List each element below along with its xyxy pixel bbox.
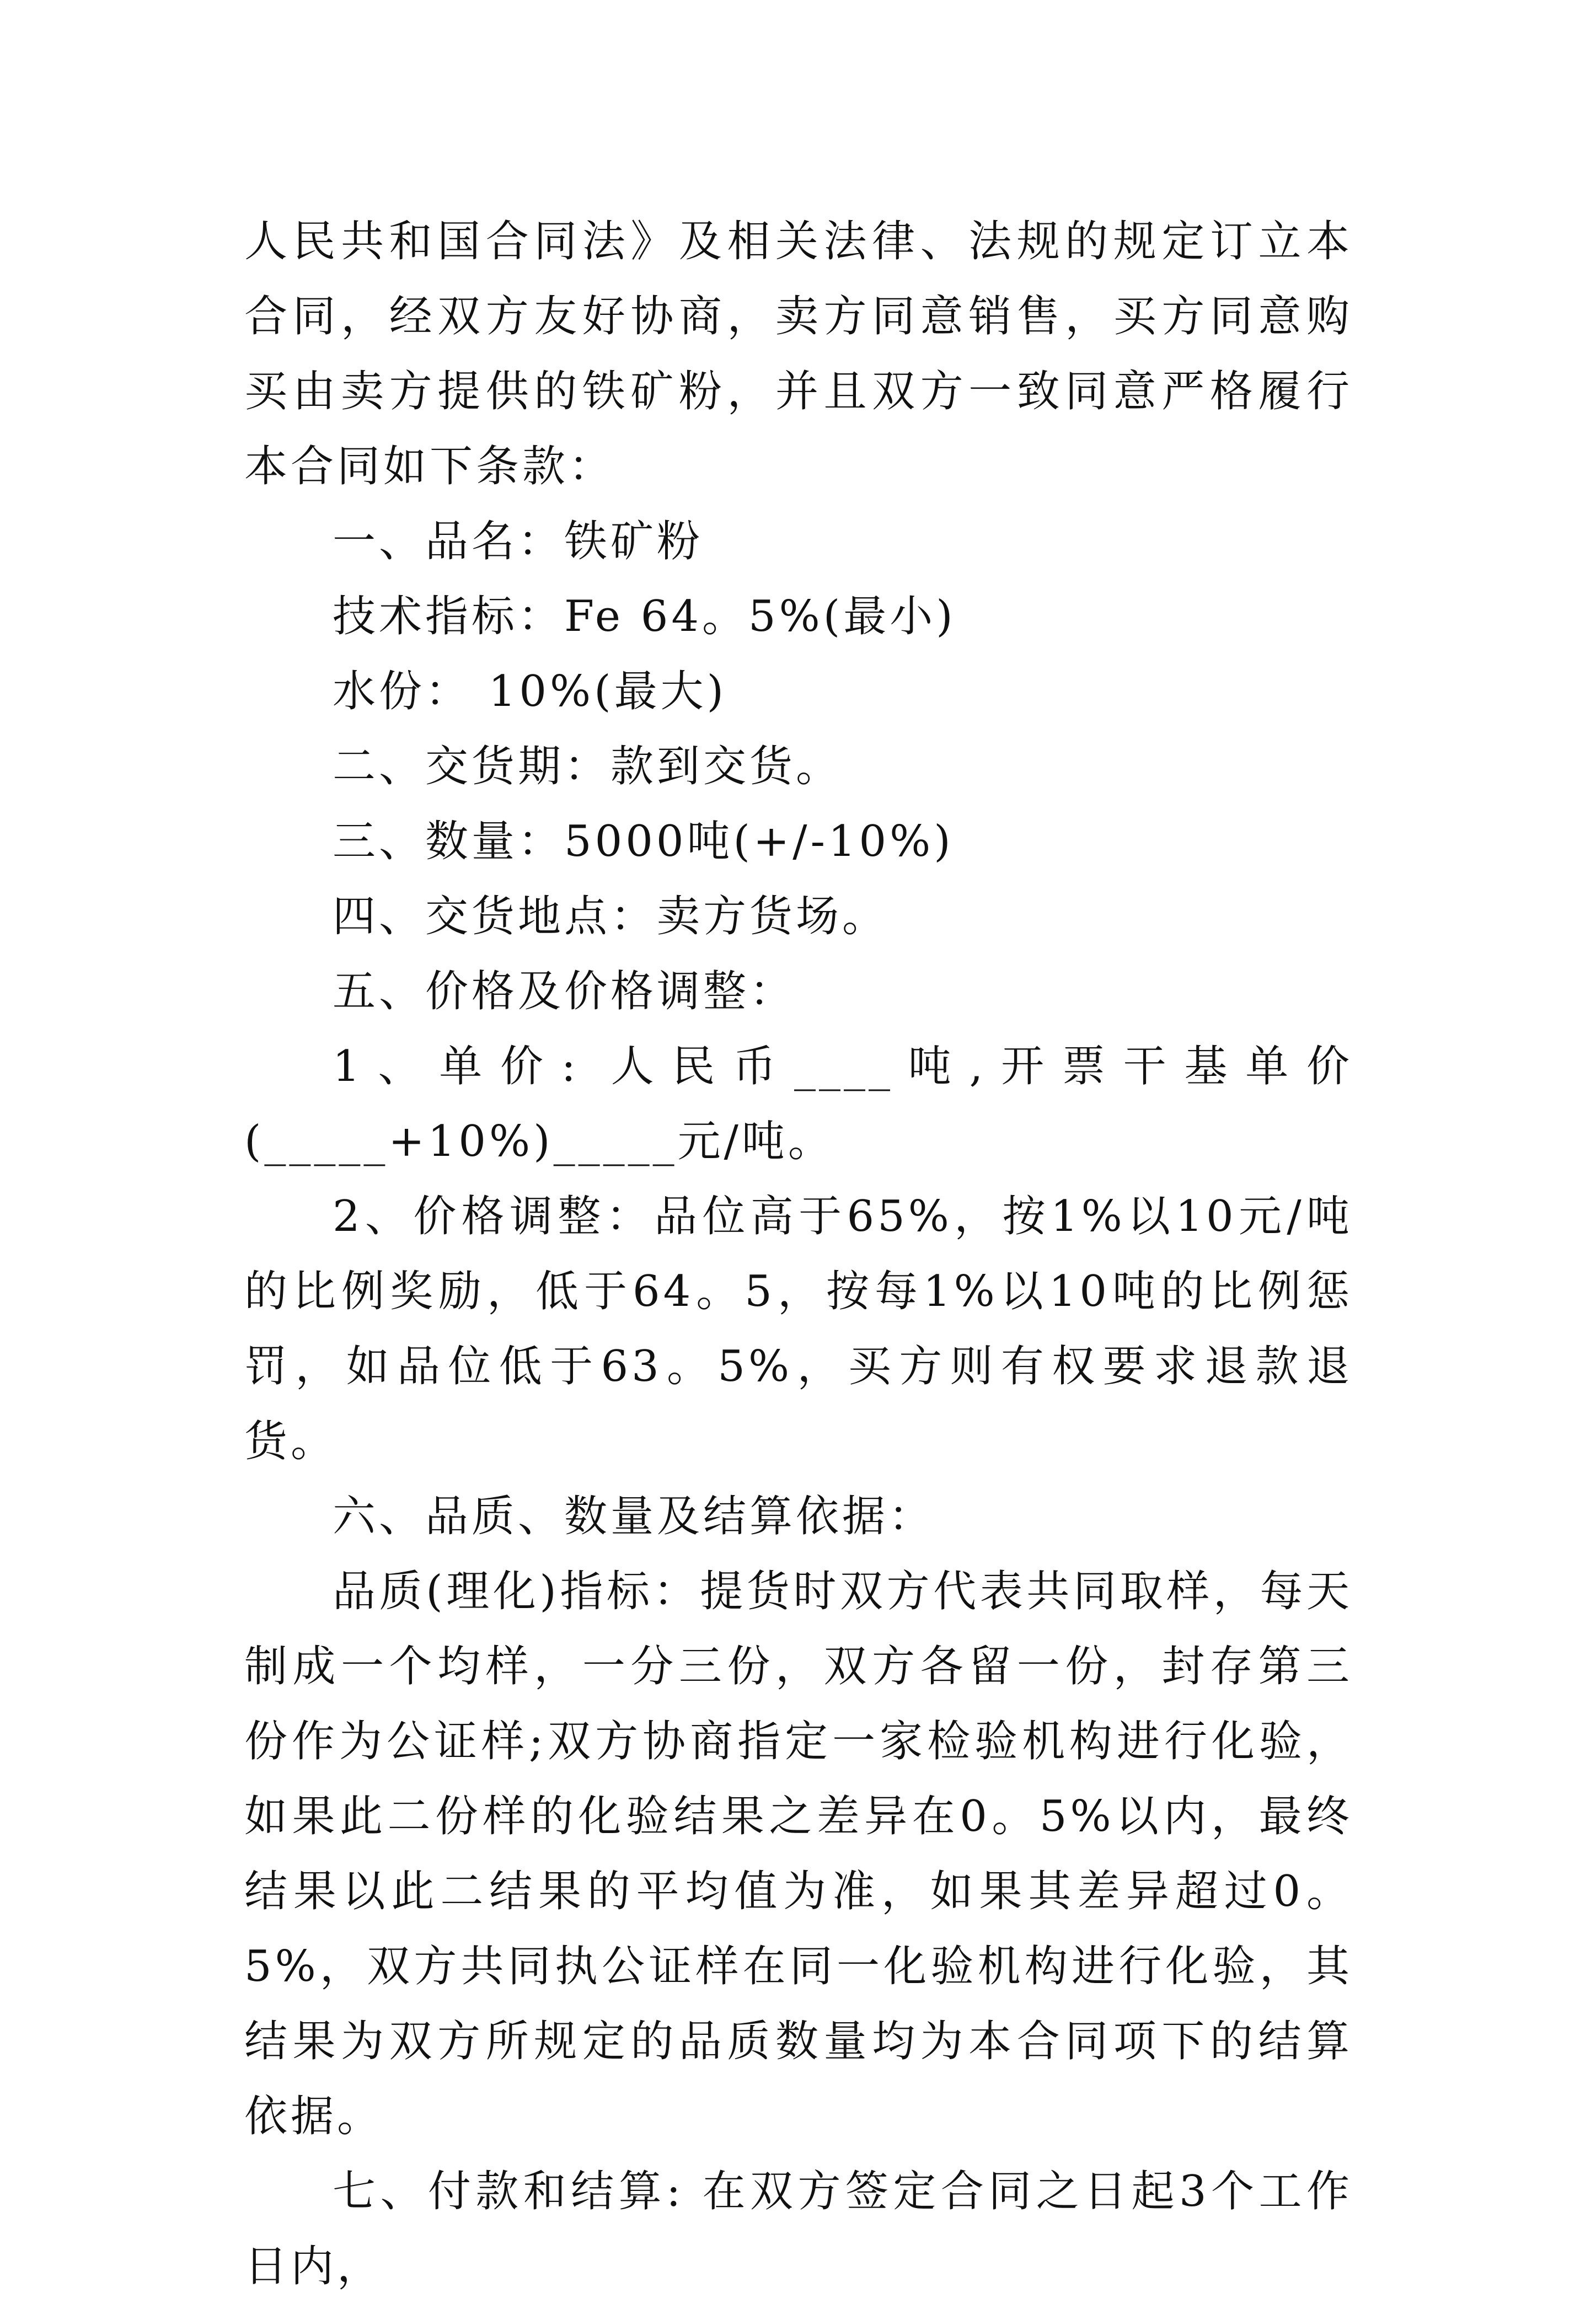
paragraph-price-adjust: 2、价格调整：品位高于65%，按1%以10元/吨的比例奖励，低于64。5，按每1%以10吨的比例惩罚，如品位低于63。5%，买方则有权要求退款退货。 — [244, 1192, 1353, 1466]
paragraph-payment: 七、付款和结算: 在双方签定合同之日起3个工作日内， — [244, 2167, 1353, 2291]
paragraph-product-name: 一、品名：铁矿粉 — [333, 517, 704, 566]
paragraph-quantity: 三、数量：5000吨(+/-10%) — [333, 817, 954, 866]
contract-body — [244, 204, 1353, 2304]
paragraph-intro: 人民共和国合同法》及相关法律、法规的规定订立本合同，经双方友好协商，卖方同意销售，买方同意购买由卖方提供的铁矿粉，并且双方一致同意严格履行本合同如下条款： — [244, 217, 1353, 491]
paragraph-quality-heading: 六、品质、数量及结算依据： — [333, 1492, 935, 1541]
paragraph-unit-price: 1、单价: 人民币____吨,开票干基单价(_____+10%)_____元/吨。 — [244, 1042, 1353, 1166]
paragraph-delivery-period: 二、交货期：款到交货。 — [333, 742, 843, 791]
paragraph-tech-index: 技术指标：Fe 64。5%(最小) — [333, 592, 956, 641]
paragraph-quality-detail: 品质(理化)指标：提货时双方代表共同取样，每天制成一个均样，一分三份，双方各留一份，封存第三份作为公证样;双方协商指定一家检验机构进行化验，如果此二份样的化验结果之差异在0。5%以内，最终结果以此二结果的平均值为准，如果其差异超过0。5%，双方共同执公证样在同一化验机构进行化验，其结果为双方所规定的品质数量均为本合同项下的结算依据。 — [244, 1567, 1353, 2141]
paragraph-price-heading: 五、价格及价格调整： — [333, 967, 796, 1016]
paragraph-moisture: 水份： 10%(最大) — [333, 667, 727, 716]
paragraph-delivery-place: 四、交货地点：卖方货场。 — [333, 892, 889, 941]
